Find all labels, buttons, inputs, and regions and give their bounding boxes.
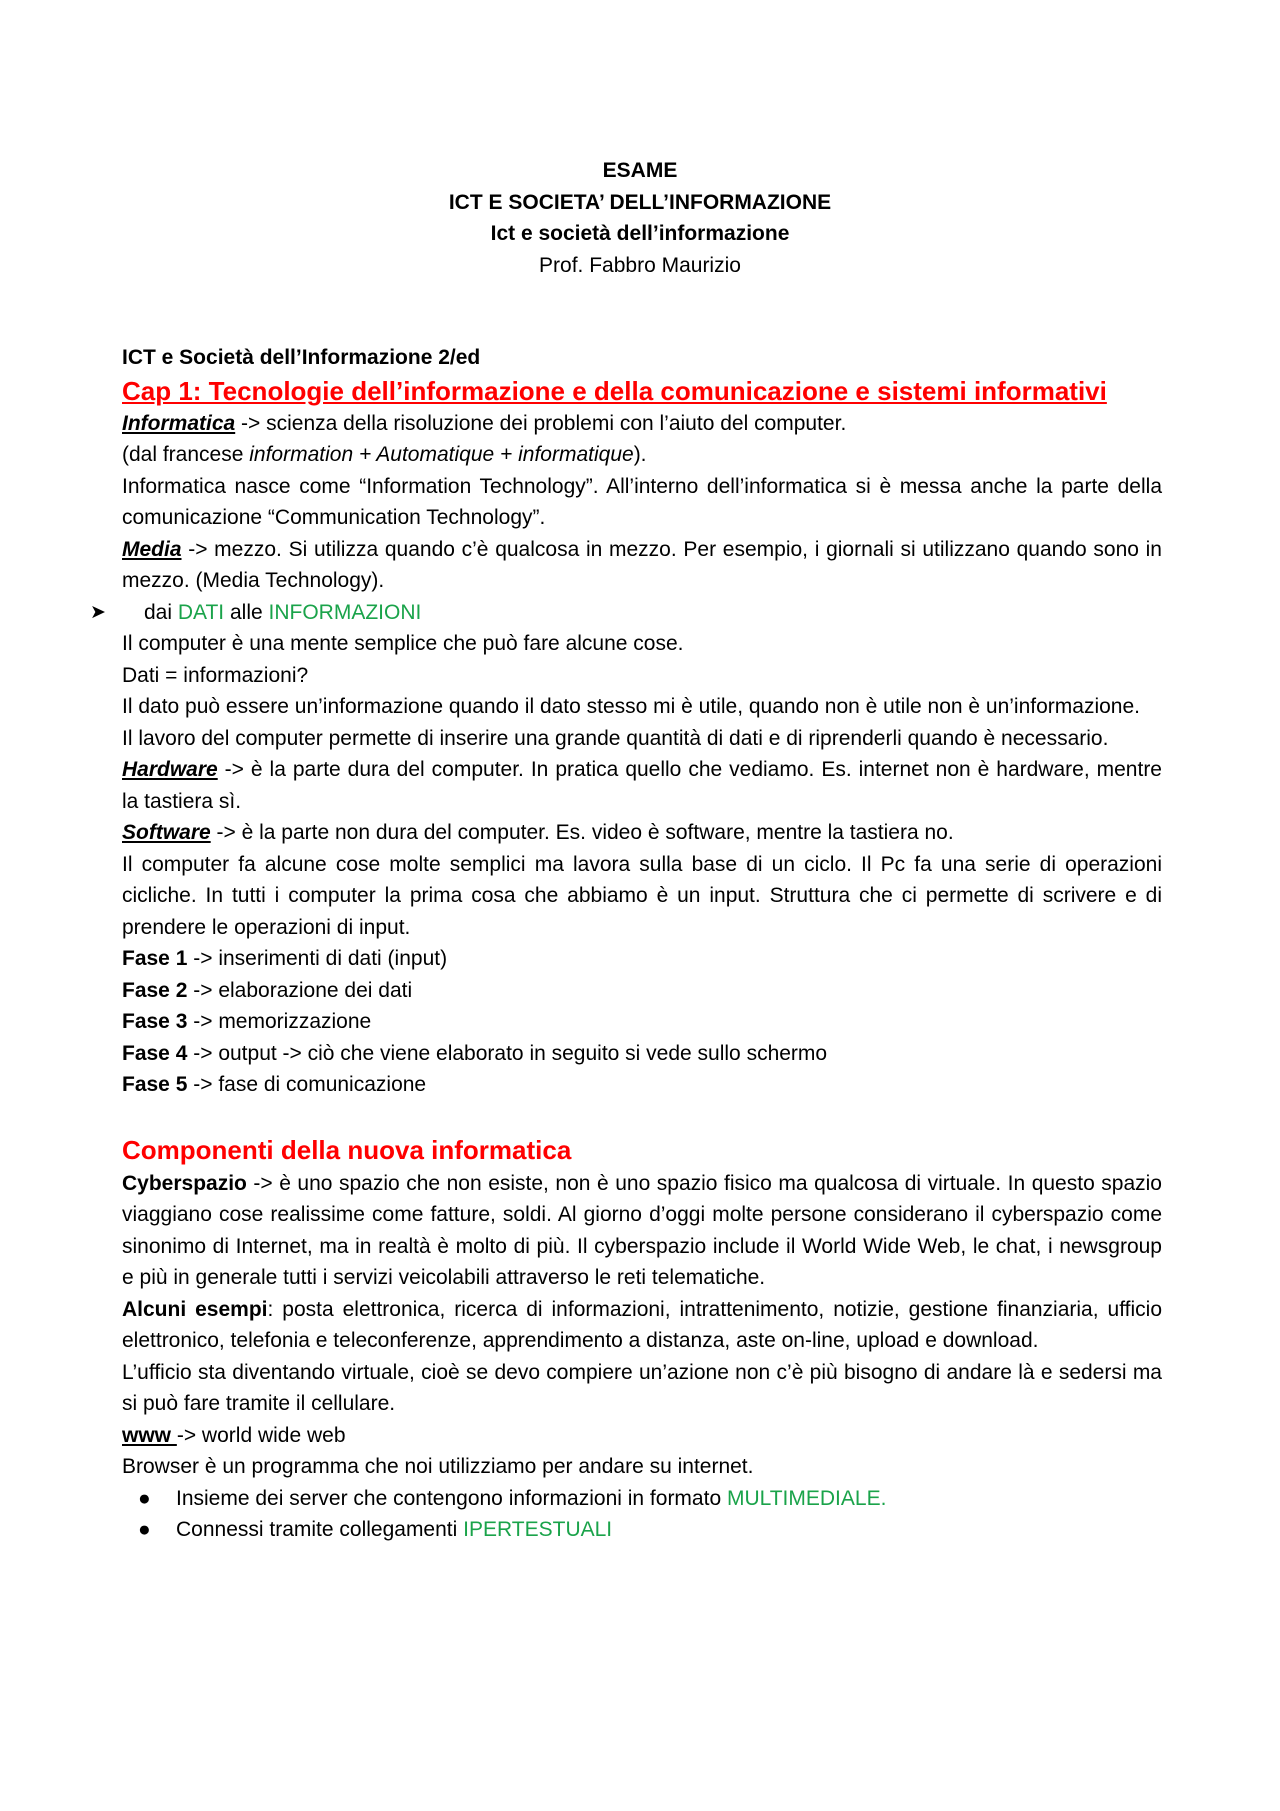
term-informatica: Informatica [122,411,236,435]
esempi-paragraph [122,1294,1162,1357]
list-item [122,1514,1162,1546]
fase-label: Fase 5 [122,1073,188,1096]
media-definition [122,534,1162,597]
software-definition [122,817,1162,849]
www-def-text: -> world wide web [176,1423,346,1447]
spacer [122,1101,1162,1132]
document-header [0,155,1280,281]
fase-text: -> fase di comunicazione [187,1073,427,1096]
paragraph-ufficio: L’ufficio sta diventando virtuale, cioè se devo compiere un’azione non c’è più bisogno di andare là e sedersi ma si può fare tramite il cellulare. [122,1360,1162,1415]
informatica-nasce: Informatica nasce come “Information Technology”. All’interno dell’informatica si è messa anche la parte della comunicazione “Communication Technology”. [122,474,1162,529]
fase-text: -> memorizzazione [187,1010,372,1033]
header-course-upper: ICT E SOCIETA’ DELL’INFORMAZIONE [448,190,832,214]
fase-label: Fase 4 [122,1041,188,1065]
dati-bullet-item [90,597,1162,629]
hardware-definition [122,754,1162,817]
paragraph-lavoro: Il lavoro del computer permette di inserire una grande quantità di dati e di riprenderli quando è necessario. [122,726,1109,750]
chapter-heading: Cap 1: Tecnologie dell’informazione e della comunicazione e sistemi informativi [122,375,1107,406]
term-cyberspazio: Cyberspazio [122,1171,247,1195]
fase-text: -> output -> ciò che viene elaborato in seguito si vede sullo schermo [187,1041,828,1065]
bullet-highlight: MULTIMEDIALE. [726,1486,887,1510]
paragraph-computer: Il computer è una mente semplice che può fare alcune cose. [122,632,684,655]
hardware-def-text: -> è la parte dura del computer. In pratica quello che vediamo. Es. internet non è hardware, mentre la tastiera sì. [122,758,1162,813]
bullet-text: Insieme dei server che contengono informazioni in formato [176,1486,727,1510]
informatica-origin [122,439,1162,471]
esempi-def-text: : posta elettronica, ricerca di informazioni, intrattenimento, notizie, gestione finanziaria, ufficio elettronico, telefonia e teleconferenze, apprendimento a distanza, aste on-line, upload e download. [122,1297,1162,1352]
document-body [90,342,1162,1546]
fase-item [122,1069,1162,1101]
header-professor: Prof. Fabbro Maurizio [539,253,741,277]
term-www: www [122,1423,177,1447]
paragraph-ciclo: Il computer fa alcune cose molte semplici ma lavora sulla base di un ciclo. Il Pc fa una serie di operazioni cicliche. In tutti i computer la prima cosa che abbiamo è un input. Struttura che ci permette di scrivere e di prendere le operazioni di input. [122,852,1162,939]
dati-label: DATI [177,600,225,624]
www-definition [122,1420,1162,1452]
book-title: ICT e Società dell’Informazione 2/ed [122,346,481,369]
arrow-bullet-icon: ➤ [90,601,106,623]
origin-text-c: ). [633,443,647,466]
header-exam: ESAME [602,159,678,182]
fase-label: Fase 2 [122,978,188,1002]
fase-text: -> elaborazione dei dati [187,978,413,1002]
media-def-text: -> mezzo. Si utilizza quando c’è qualcosa in mezzo. Per esempio, i giornali si utilizzano quando sono in mezzo. (Media Technology). [122,537,1162,592]
fase-item [122,943,1162,975]
term-media: Media [122,537,182,561]
fase-text: -> inserimenti di dati (input) [187,947,448,970]
origin-text-italic: information + Automatique + informatique [249,443,634,466]
list-item [122,1483,1162,1515]
bullet-dot-icon: ● [138,1486,151,1510]
section-heading: Componenti della nuova informatica [122,1134,572,1165]
dati-text-c: alle [224,600,269,624]
fase-label: Fase 3 [122,1010,188,1033]
software-def-text: -> è la parte non dura del computer. Es. video è software, mentre la tastiera no. [210,821,954,844]
fase-item [122,1006,1162,1038]
cyberspazio-def-text: -> è uno spazio che non esiste, non è uno spazio fisico ma qualcosa di virtuale. In questo spazio viaggiano cose realissime come fatture, soldi. Al giorno d’oggi molte persone considerano il cyberspazio come sinonimo di Internet, ma in realtà è molto di più. Il cyberspazio include il World Wide Web, le chat, i newsgroup e più in generale tutti i servizi veicolabili attraverso le reti telematiche. [122,1171,1162,1289]
term-software: Software [122,821,211,844]
informatica-definition [122,408,1162,440]
fase-label: Fase 1 [122,947,188,970]
bullet-text: Connessi tramite collegamenti [176,1518,464,1541]
paragraph-dato: Il dato può essere un’informazione quando il dato stesso mi è utile, quando non è utile non è un’informazione. [122,695,1140,718]
informazioni-label: INFORMAZIONI [268,600,422,624]
informatica-def-text: -> scienza della risoluzione dei problemi con l’aiuto del computer. [235,411,847,435]
dati-text-a: dai [144,600,178,624]
paragraph-browser: Browser è un programma che noi utilizziamo per andare su internet. [122,1455,754,1478]
header-course: Ict e società dell’informazione [490,222,790,245]
bullet-dot-icon: ● [138,1518,151,1541]
term-hardware: Hardware [122,758,218,781]
paragraph-dati: Dati = informazioni? [122,663,309,687]
fase-item [122,1038,1162,1070]
term-esempi: Alcuni esempi [122,1297,268,1321]
fase-item [122,975,1162,1007]
origin-text-a: (dal francese [122,443,250,466]
cyberspazio-definition [122,1168,1162,1294]
bullet-highlight: IPERTESTUALI [463,1518,613,1541]
